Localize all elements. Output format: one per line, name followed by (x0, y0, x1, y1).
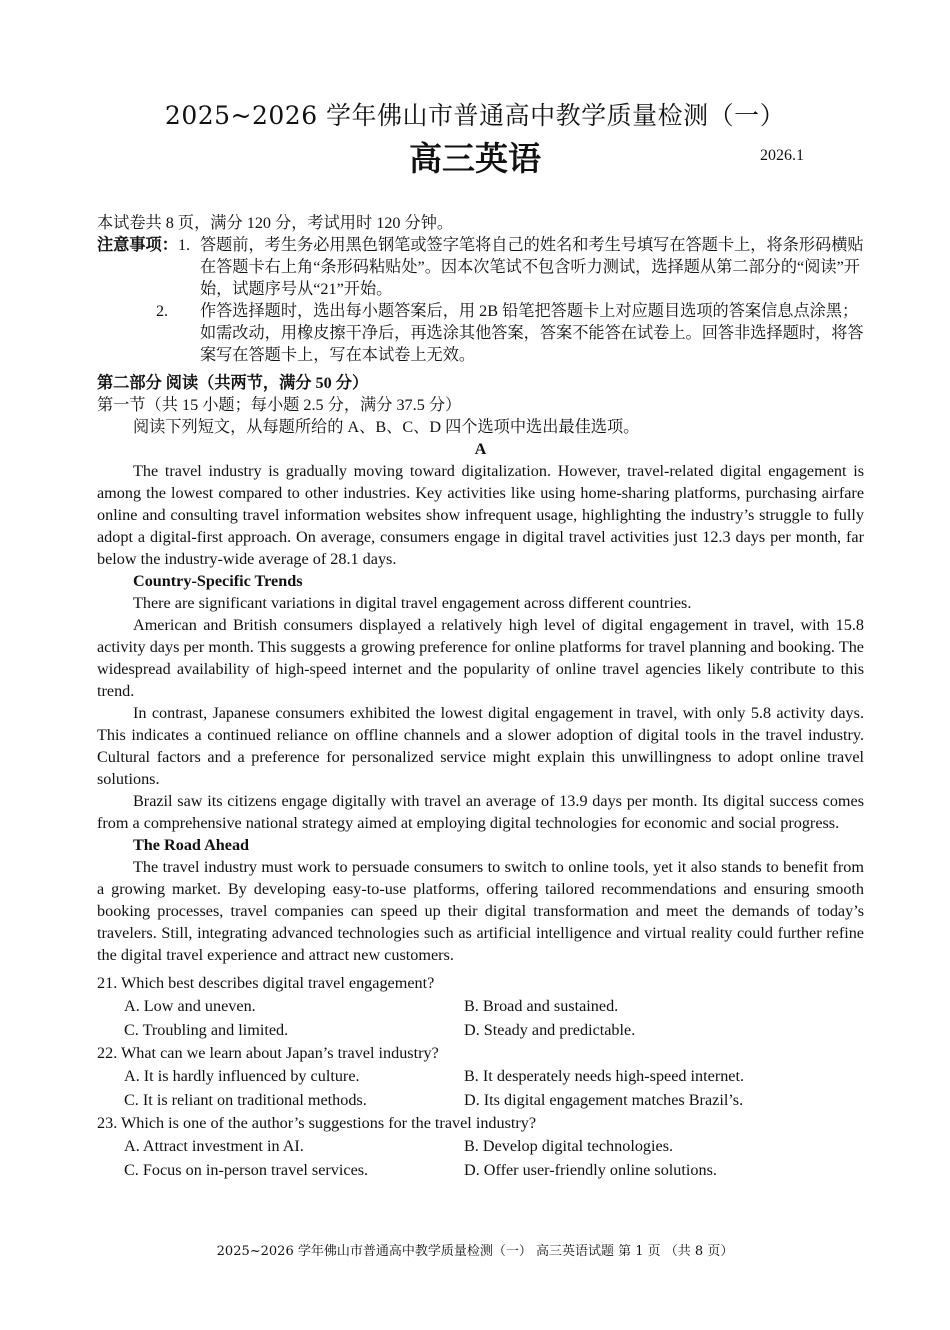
option-b[interactable]: B. It desperately needs high-speed internet. (464, 1067, 745, 1085)
option-d[interactable]: D. Offer user-friendly online solutions. (464, 1161, 717, 1179)
passage-paragraph: American and British consumers displayed a relatively high level of digital engagement in travel, with 15.8 activity days per month. This suggests a growing preference for online platforms for travel planning and booking. The widespread availability of high-speed internet and the popularity of online travel agencies likely contribute to this trend. (97, 616, 864, 700)
option-d[interactable]: D. Its digital engagement matches Brazil’s. (464, 1091, 744, 1109)
question-23 (97, 1112, 864, 1182)
option-b[interactable]: B. Broad and sustained. (464, 997, 619, 1015)
passage-paragraph: Brazil saw its citizens engage digitally with travel an average of 13.9 days per month. Its digital success comes from a comprehensive national strategy aimed at employing digital technologies for economic and social progress. (97, 792, 864, 832)
passage-subheading: The Road Ahead (133, 836, 250, 854)
passage-paragraph: The travel industry is gradually moving toward digitalization. However, travel-related digital engagement is among the lowest compared to other industries. Key activities like using home-sharing platforms, purchasing airfare online and consulting travel information websites show infrequent usage, highlighting the industry’s struggle to fully adopt a digital-first approach. On average, consumers engage in digital travel activities just 12.3 days per month, far below the industry-wide average of 28.1 days. (97, 462, 864, 568)
option-a[interactable]: A. Attract investment in AI. (124, 1137, 304, 1155)
passage-paragraph: The travel industry must work to persuade consumers to switch to online tools, yet it also stands to benefit from a growing market. By developing easy-to-use platforms, offering tailored recommendations and ensuring smooth booking processes, travel companies can speed up their digital transformation and meet the demands of today’s travelers. Still, integrating advanced technologies such as artificial intelligence and virtual reality could further refine the digital travel experience and attract new customers. (97, 858, 864, 964)
option-c[interactable]: C. Focus on in-person travel services. (124, 1161, 369, 1179)
notice-label: 注意事项： (97, 236, 178, 254)
exam-date: 2026.1 (760, 147, 804, 164)
notice-item (156, 300, 864, 366)
passage-paragraph: There are significant variations in digital travel engagement across different countries. (133, 594, 692, 612)
notice-list (155, 234, 864, 366)
notice-number: 2. (155, 302, 169, 320)
question-stem: 21. Which best describes digital travel engagement? (97, 974, 435, 992)
notice-text: 作答选择题时，选出每小题答案后，用 2B 铅笔把答题卡上对应题目选项的答案信息点涂黑；如需改动，用橡皮擦干净后，再选涂其他答案，答案不能答在试卷上。回答非选择题时，将答案写在答题卡上，写在本试卷上无效。 (199, 302, 864, 364)
option-c[interactable]: C. It is reliant on traditional methods. (124, 1091, 367, 1109)
option-d[interactable]: D. Steady and predictable. (464, 1021, 636, 1039)
passage-paragraph: In contrast, Japanese consumers exhibited the lowest digital engagement in travel, with only 5.8 activity days. This indicates a continued reliance on offline channels and a slower adoption of digital tools in the travel industry. Cultural factors and a preference for personalized service might explain this unwillingness to adopt online travel solutions. (97, 704, 864, 788)
option-c[interactable]: C. Troubling and limited. (124, 1021, 289, 1039)
option-b[interactable]: B. Develop digital technologies. (464, 1137, 674, 1155)
notice-block (97, 234, 864, 366)
instruction: 阅读下列短文，从每题所给的 A、B、C、D 四个选项中选出最佳选项。 (133, 418, 640, 436)
part-heading: 第二部分 阅读（共两节，满分 50 分） (97, 374, 369, 392)
notice-text: 答题前，考生务必用黑色钢笔或签字笔将自己的姓名和考生号填写在答题卡上，将条形码横贴在答题卡右上角“条形码粘贴处”。因本次笔试不包含听力测试，选择题从第二部分的“阅读”开始，试题序号从“21”开始。 (199, 236, 864, 298)
question-list (97, 972, 864, 1182)
option-grid (97, 1134, 864, 1182)
question-stem: 23. Which is one of the author’s suggestions for the travel industry? (97, 1114, 537, 1132)
exam-title: 2025~2026 学年佛山市普通高中教学质量检测（一） (164, 101, 786, 130)
notice-number: 1. (177, 236, 191, 254)
option-grid (97, 994, 864, 1042)
notice-item (178, 234, 864, 300)
question-21 (97, 972, 864, 1042)
exam-summary: 本试卷共 8 页，满分 120 分，考试用时 120 分钟。 (97, 214, 454, 232)
option-a[interactable]: A. Low and uneven. (124, 997, 256, 1015)
subsection-heading: 第一节（共 15 小题；每小题 2.5 分，满分 37.5 分） (97, 396, 462, 414)
page-content (97, 212, 864, 1182)
question-stem: 22. What can we learn about Japan’s travel industry? (97, 1044, 439, 1062)
page-footer: 2025~2026 学年佛山市普通高中教学质量检测（一） 高三英语试题 第 1 页 （共 8 页） (216, 1244, 734, 1259)
option-grid (97, 1064, 864, 1112)
option-a[interactable]: A. It is hardly influenced by culture. (124, 1067, 360, 1085)
question-22 (97, 1042, 864, 1112)
passage-label: A (474, 440, 487, 458)
exam-subject: 高三英语 (409, 139, 541, 178)
passage-subheading: Country-Specific Trends (133, 572, 303, 590)
